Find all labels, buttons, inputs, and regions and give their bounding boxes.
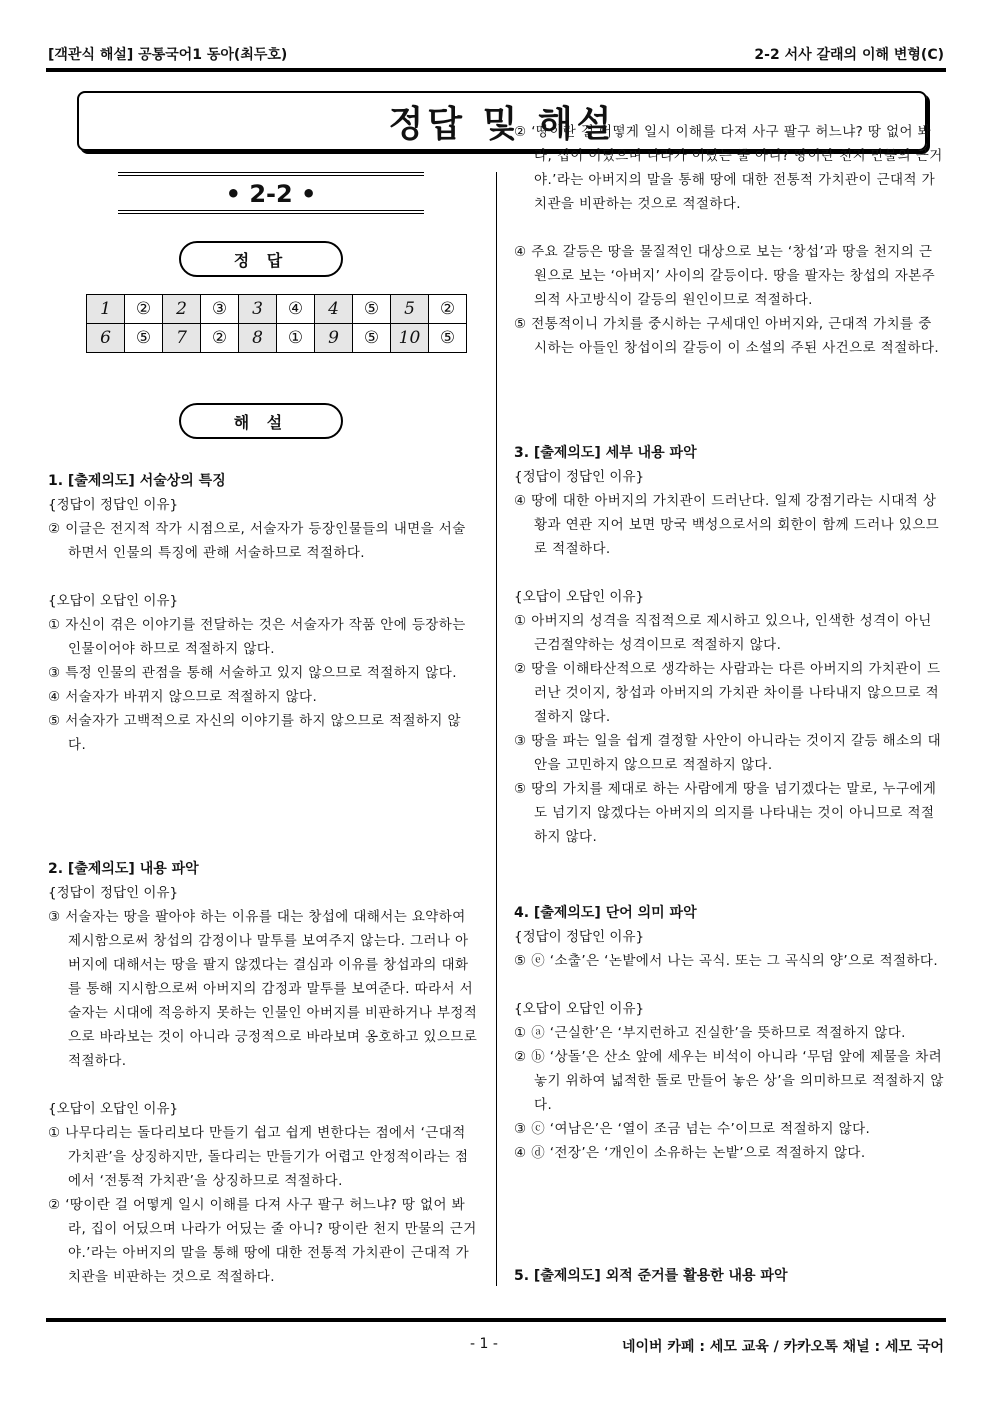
q3-wrong-item: ③ 땅을 파는 일을 쉽게 결정할 사안이 아니라는 것이지 갈등 해소의 대안을 고민하지 않으므로 적절하지 않다. [514,733,942,773]
q2-wrong-item: ① 나무다리는 돌다리보다 만들기 쉽고 쉽게 변한다는 점에서 ‘근대적 가치관’을 상징하지만, 돌다리는 만들기가 어렵고 안정적이라는 점에서 ‘전통적 가치관’을 상징하므로 적절하다. [48,1125,469,1189]
question-number: 5 [391,295,429,324]
q2-wrong-label: {오답이 오답인 이유} [48,1101,179,1117]
question-4 [514,901,944,1165]
q4-wrong-item: ③ ⓒ ‘여남은’은 ‘열이 조금 넘는 수’이므로 적절하지 않다. [514,1121,871,1137]
question-number: 2 [163,295,201,324]
q2-wrong-item-continued: ② ‘땅이란 걸 어떻게 일시 이해를 다져 사구 팔구 허느냐? 땅 없어 봐라, 집이 어딨으며 나라가 어딨는 줄 아니? 땅이란 천지 만물의 근거야.’라는 아버지의 말을 통해 땅에 대한 전통적 가치관이 근대적 가치관을 비판하는 것으로 적절하다. [48,1197,477,1285]
answer-value: ② [201,324,239,353]
q2-correct-label: {정답이 정답인 이유} [48,885,179,901]
q3-wrong-item: ② 땅을 이해타산적으로 생각하는 사람과는 다른 아버지의 가치관이 드러난 것이지, 창섭과 아버지의 가치관 차이를 나타내지 않으므로 적절하지 않다. [514,661,941,725]
answer-value: ⑤ [429,324,467,353]
q4-wrong-item: ② ⓑ ‘상돌’은 산소 앞에 세우는 비석이 아니라 ‘무덤 앞에 제물을 차려 놓기 위하여 넓적한 돌로 만들어 놓은 상’을 의미하므로 적절하지 않다. [514,1049,944,1113]
q2-wrong-item-tail [514,124,944,240]
section-label: • 2-2 • [225,180,317,208]
q2-wrong-item: ⑤ 전통적이니 가치를 중시하는 구세대인 아버지와, 근대적 가치를 중시하는 아들인 창섭이의 갈등이 이 소설의 주된 사건으로 적절하다. [514,316,940,356]
explanation-pill: 해 설 [179,403,343,439]
q3-correct-label: {정답이 정답인 이유} [514,469,645,485]
q4-correct-label: {정답이 정답인 이유} [514,929,645,945]
question-number: 1 [87,295,125,324]
q4-wrong-label: {오답이 오답인 이유} [514,1001,645,1017]
question-number: 10 [391,324,429,353]
question-5 [514,1264,944,1288]
q3-wrong-item: ① 아버지의 성격을 직접적으로 제시하고 있으나, 인색한 성격이 아닌 근검절약하는 성격이므로 적절하지 않다. [514,613,932,653]
q3-wrong-label: {오답이 오답인 이유} [514,589,645,605]
answer-value: ⑤ [353,295,391,324]
answer-value: ① [277,324,315,353]
section-banner [118,172,424,214]
q4-wrong-item: ① ⓐ ‘근실한’은 ‘부지런하고 진실한’을 뜻하므로 적절하지 않다. [514,1025,906,1041]
question-2 [48,857,478,1285]
q1-wrong-label: {오답이 오답인 이유} [48,593,179,609]
footer-rule [46,1318,946,1322]
page-header [48,44,944,66]
q4-heading: 4. [출제의도] 단어 의미 파악 [514,905,697,921]
question-number: 4 [315,295,353,324]
q3-heading: 3. [출제의도] 세부 내용 파악 [514,445,697,461]
q1-wrong-item: ⑤ 서술자가 고백적으로 자신의 이야기를 하지 않으므로 적절하지 않다. [48,713,461,753]
header-rule [46,68,946,72]
answer-pill: 정 답 [179,241,343,277]
q1-wrong-item: ③ 특정 인물의 관점을 통해 서술하고 있지 않으므로 적절하지 않다. [48,665,457,681]
answer-row [87,324,467,353]
q2-wrong-item: ④ 주요 갈등은 땅을 물질적인 대상으로 보는 ‘창섭’과 땅을 천지의 근원으로 보는 ‘아버지’ 사이의 갈등이다. 땅을 팔자는 창섭의 자본주의적 사고방식이 갈등의 원인이므로 적절하다. [514,244,936,308]
question-3 [514,441,944,849]
question-number: 8 [239,324,277,353]
q2-wrong-item-tail-text: ② ‘땅이란 걸 어떻게 일시 이해를 다져 사구 팔구 허느냐? 땅 없어 봐라, 집이 어딨으며 나라가 어딨는 줄 아니? 땅이란 천지 만물의 근거야.’라는 아버지의 말을 통해 땅에 대한 전통적 가치관이 근대적 가치관을 비판하는 것으로 적절하다. [514,124,943,212]
question-number: 3 [239,295,277,324]
footer-credit: 네이버 카페 : 세모 교육 / 카카오톡 채널 : 세모 국어 [621,1339,944,1355]
page-title: 정답 및 해설 [388,103,616,145]
header-right: 2-2 서사 갈래의 이해 변형(C) [754,47,944,63]
q3-wrong-item: ⑤ 땅의 가치를 제대로 하는 사람에게 땅을 넘기겠다는 말로, 누구에게도 넘기지 않겠다는 아버지의 의지를 나타내는 것이 아니므로 적절하지 않다. [514,781,937,845]
answer-value: ⑤ [125,324,163,353]
answer-value: ② [125,295,163,324]
q5-heading: 5. [출제의도] 외적 준거를 활용한 내용 파악 [514,1268,788,1284]
page-number: - 1 - [470,1336,498,1352]
column-divider [496,172,497,1286]
answer-row [87,295,467,324]
q1-wrong-item: ④ 서술자가 바뀌지 않으므로 적절하지 않다. [48,689,318,705]
question-1 [48,469,478,757]
answer-value: ⑤ [353,324,391,353]
header-left: [객관식 해설] 공통국어1 동아(최두호) [48,47,288,63]
answer-table [86,294,467,353]
q1-correct-item: ② 이글은 전지적 작가 시점으로, 서술자가 등장인물들의 내면을 서술하면서 인물의 특징에 관해 서술하므로 적절하다. [48,521,466,561]
q4-wrong-item: ④ ⓓ ‘전장’은 ‘개인이 소유하는 논밭’으로 적절하지 않다. [514,1145,866,1161]
question-2-continued [514,124,944,360]
answer-value: ③ [201,295,239,324]
q1-correct-label: {정답이 정답인 이유} [48,497,179,513]
question-number: 9 [315,324,353,353]
q2-heading: 2. [출제의도] 내용 파악 [48,861,199,877]
q3-correct-item: ④ 땅에 대한 아버지의 가치관이 드러난다. 일제 강점기라는 시대적 상황과 연관 지어 보면 망국 백성으로서의 회한이 함께 드러나 있으므로 적절하다. [514,493,940,557]
question-number: 6 [87,324,125,353]
q1-wrong-item: ① 자신이 겪은 이야기를 전달하는 것은 서술자가 작품 안에 등장하는 인물이어야 하므로 적절하지 않다. [48,617,466,657]
q2-correct-item: ③ 서술자는 땅을 팔아야 하는 이유를 대는 창섭에 대해서는 요약하여 제시함으로써 창섭의 감정이나 말투를 보여주지 않는다. 그러나 아버지에 대해서는 땅을 팔지 않겠다는 결심과 이유를 창섭과의 대화를 통해 지시함으로써 아버지의 감정과 말투를 보여준다. 따라서 서술자는 시대에 적응하지 못하는 인물인 아버지를 비판하거나 부정적으로 바라보는 것이 아니라 긍정적으로 바라보며 옹호하고 있으므로 적절하다. [48,909,478,1069]
q1-heading: 1. [출제의도] 서술상의 특징 [48,473,226,489]
question-number: 7 [163,324,201,353]
q4-correct-item: ⑤ ⓔ ‘소출’은 ‘논밭에서 나는 곡식. 또는 그 곡식의 양’으로 적절하다. [514,953,939,969]
answer-value: ④ [277,295,315,324]
answer-value: ② [429,295,467,324]
